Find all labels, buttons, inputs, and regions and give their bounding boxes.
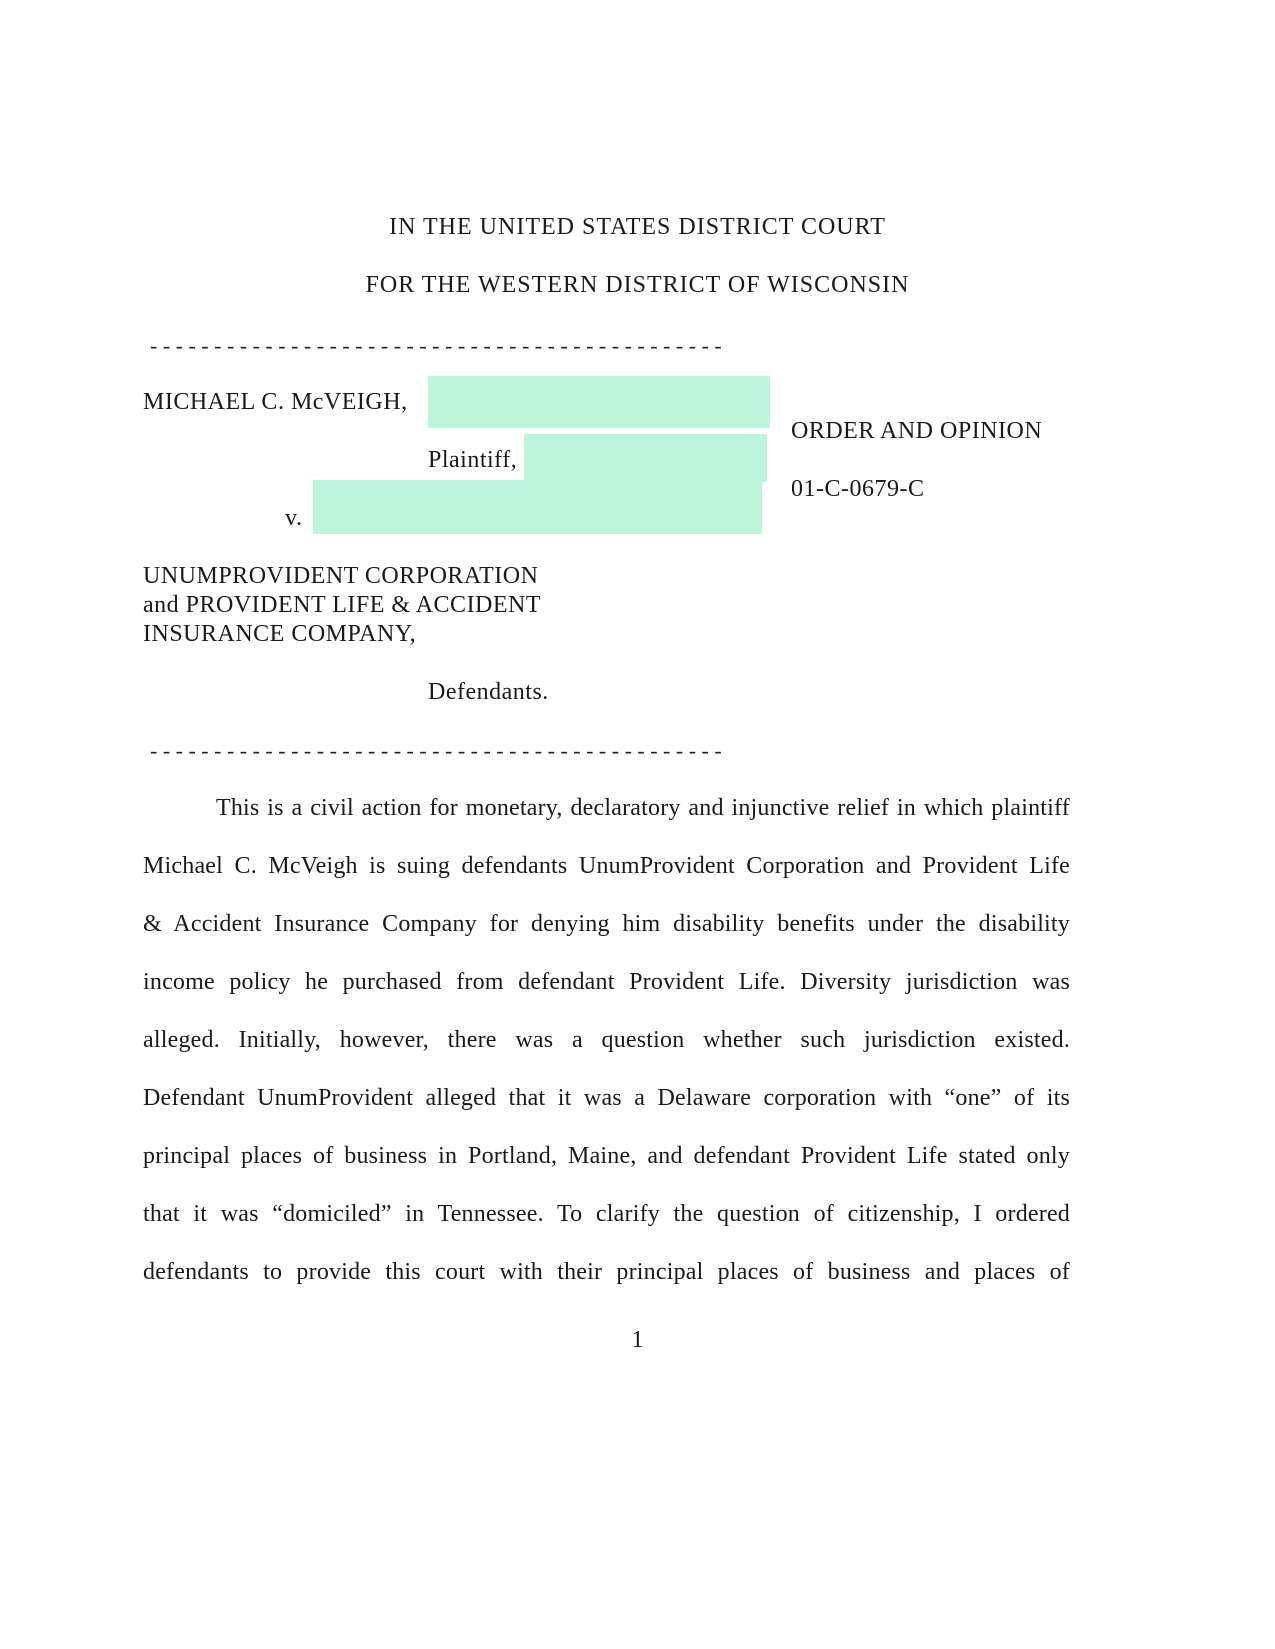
defendant-name-line-1: UNUMPROVIDENT CORPORATION xyxy=(143,563,539,589)
redaction-block-1 xyxy=(428,376,770,428)
page-number: 1 xyxy=(631,1327,644,1353)
body-line: that it was “domiciled” in Tennessee. To clarify the question of citizenship, I ordered xyxy=(143,1201,1070,1227)
body-line: & Accident Insurance Company for denying him disability benefits under the disability xyxy=(143,911,1070,937)
plaintiff-role: Plaintiff, xyxy=(428,447,518,473)
defendant-name-line-2: and PROVIDENT LIFE & ACCIDENT xyxy=(143,592,542,618)
defendant-name-line-3: INSURANCE COMPANY, xyxy=(143,621,417,647)
body-line: Michael C. McVeigh is suing defendants UnumProvident Corporation and Provident Life xyxy=(143,853,1070,879)
bottom-separator: - - - - - - - - - - - - - - - - - - - - - - - - - - - - - - - - - - - - - - - - - - - - - xyxy=(150,738,722,763)
defendant-role: Defendants. xyxy=(428,679,549,705)
court-title-line-1: IN THE UNITED STATES DISTRICT COURT xyxy=(389,214,886,240)
body-line: alleged. Initially, however, there was a question whether such jurisdiction existed. xyxy=(143,1027,1070,1053)
redaction-block-3 xyxy=(313,480,762,534)
court-title-line-2: FOR THE WESTERN DISTRICT OF WISCONSIN xyxy=(365,272,910,298)
redaction-block-2 xyxy=(524,434,767,482)
plaintiff-name: MICHAEL C. McVEIGH, xyxy=(143,389,408,415)
body-line: principal places of business in Portland, Maine, and defendant Provident Life stated only xyxy=(143,1143,1070,1169)
body-line: income policy he purchased from defendant Provident Life. Diversity jurisdiction was xyxy=(143,969,1070,995)
body-line: defendants to provide this court with their principal places of business and places of xyxy=(143,1259,1070,1285)
case-number: 01-C-0679-C xyxy=(791,476,925,502)
body-line: Defendant UnumProvident alleged that it was a Delaware corporation with “one” of its xyxy=(143,1085,1070,1111)
document-type: ORDER AND OPINION xyxy=(791,418,1043,444)
body-line: This is a civil action for monetary, declaratory and injunctive relief in which plaintiff xyxy=(216,795,1070,821)
versus-label: v. xyxy=(285,505,303,531)
top-separator: - - - - - - - - - - - - - - - - - - - - - - - - - - - - - - - - - - - - - - - - - - - - - xyxy=(150,333,722,358)
